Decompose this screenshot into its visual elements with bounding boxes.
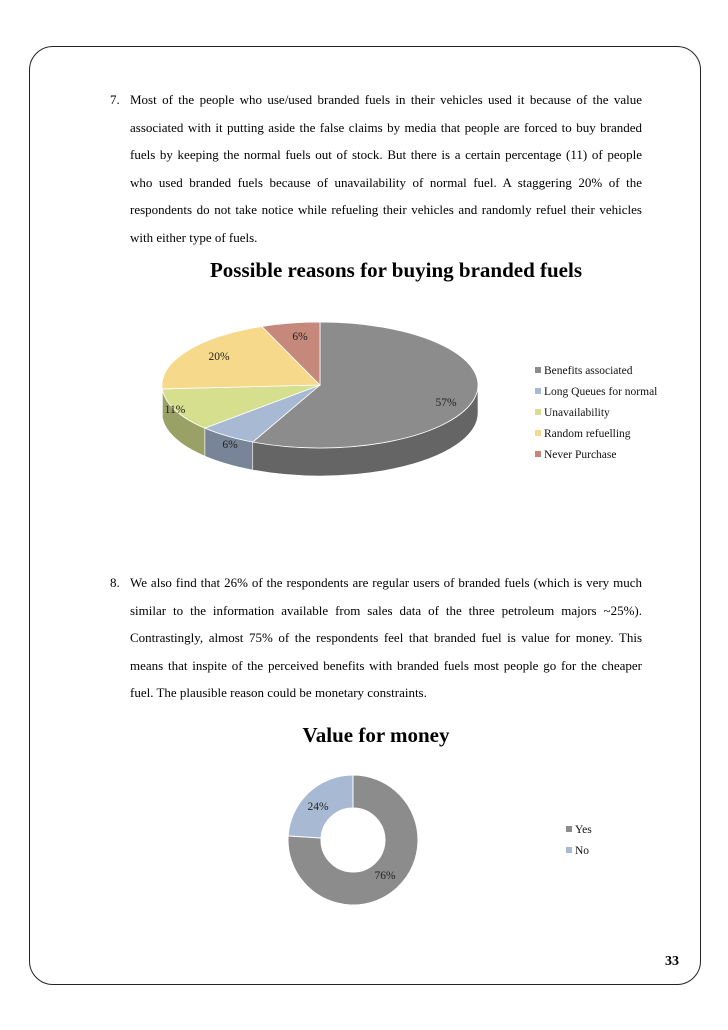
legend-swatch <box>535 388 541 394</box>
page-number: 33 <box>665 954 679 969</box>
donut-legend <box>566 824 592 857</box>
legend-swatch <box>535 409 541 415</box>
legend-label: Long Queues for normal <box>544 386 658 398</box>
chart-title-value: Value for money <box>302 723 450 747</box>
chart-title-reasons: Possible reasons for buying branded fuels <box>209 258 583 282</box>
legend-label: Benefits associated <box>544 365 633 377</box>
paragraph-text: Most of the people who use/used branded fuels in their vehicles used it because of the value associated with it putting aside the false claims by media that people are forced to buy branded fuels by keeping the normal fuels out of stock. But there is a certain percentage (11) of people who used branded fuels because of unavailability of normal fuel. A staggering 20% of the respondents do not take notice while refueling their vehicles and randomly refuel their vehicles with either type of fuels. <box>130 92 642 245</box>
doughnut-chart-value <box>270 760 670 920</box>
donut-data-label: 76% <box>374 870 396 882</box>
legend-label: No <box>575 845 590 857</box>
pie-data-label: 57% <box>435 397 457 409</box>
donut-data-label: 24% <box>307 801 329 813</box>
legend-swatch <box>535 430 541 436</box>
legend-label: Yes <box>575 824 592 836</box>
pie-data-label: 6% <box>222 439 238 451</box>
paragraph-7 <box>110 86 642 252</box>
legend-swatch <box>535 451 541 457</box>
legend-label: Never Purchase <box>544 449 617 461</box>
legend-label: Unavailability <box>544 407 610 419</box>
paragraph-text: We also find that 26% of the respondents are regular users of branded fuels (which is very much similar to the information available from sales data of the three petroleum majors ~25%). Contrastingly, almost 75% of the respondents feel that branded fuel is value for money. This means that inspite of the perceived benefits with branded fuels most people go for the cheaper fuel. The plausible reason could be monetary constraints. <box>130 575 642 701</box>
paragraph-8 <box>110 569 642 707</box>
legend-swatch <box>566 847 572 853</box>
pie-legend <box>535 365 657 461</box>
pie-chart-reasons <box>130 300 690 530</box>
legend-swatch <box>535 367 541 373</box>
legend-swatch <box>566 826 572 832</box>
legend-label: Random refuelling <box>544 428 631 440</box>
pie-data-label: 20% <box>208 351 230 363</box>
list-number: 8. <box>110 575 120 590</box>
list-number: 7. <box>110 92 120 107</box>
pie-data-label: 6% <box>292 331 308 343</box>
pie-data-label: 11% <box>164 404 186 416</box>
